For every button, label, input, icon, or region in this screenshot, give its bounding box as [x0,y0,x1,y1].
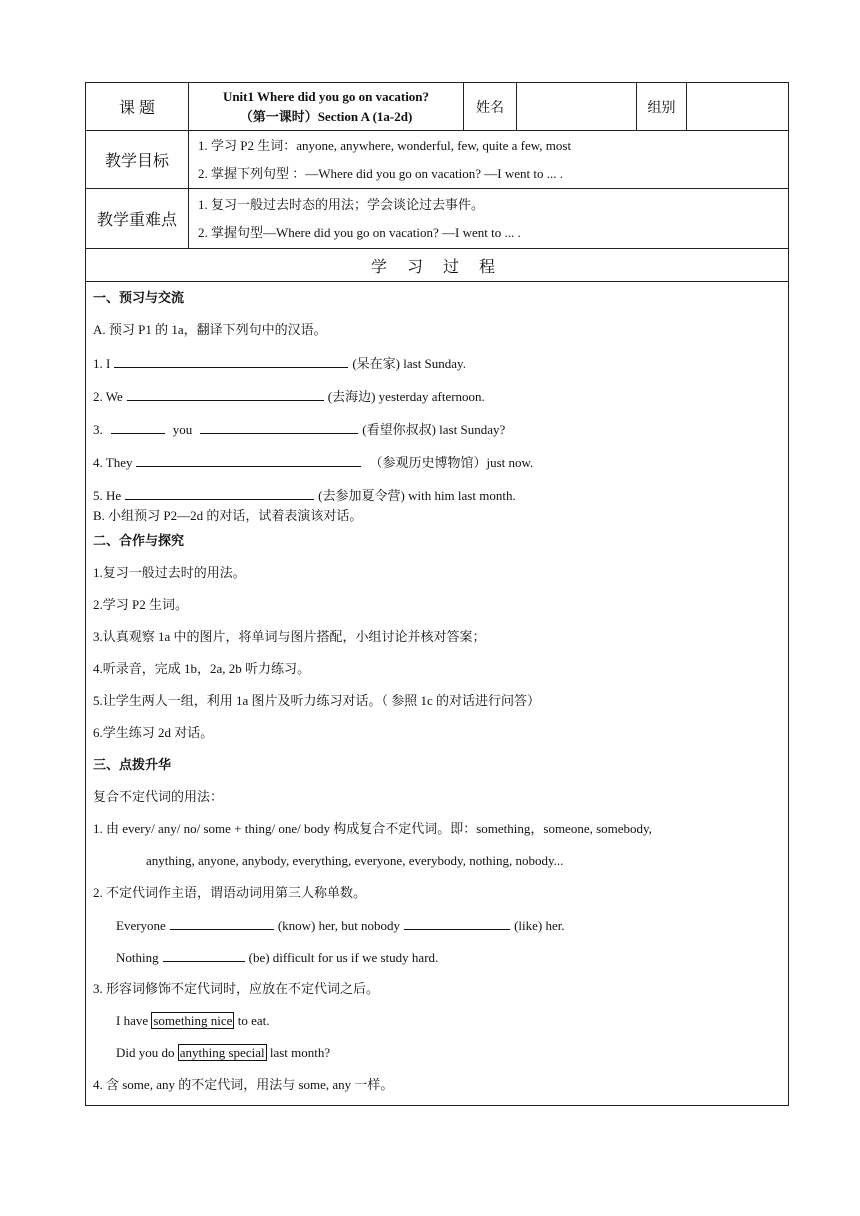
goals-label: 教学目标 [86,131,189,189]
lesson-title [189,83,464,131]
name-label: 姓名 [464,83,517,131]
answer-blank-q1[interactable] [114,355,348,368]
lesson-title-line2: （第一课时）Section A (1a-2d) [239,108,413,124]
exercise-q5: 5. He (去参加夏令营) with him last month. [93,488,516,503]
highlight-anything-special: anything special [179,1045,265,1060]
exercise-q4: 4. They （参观历史博物馆）just now. [93,455,534,470]
goals-content [189,131,789,189]
answer-blank-know[interactable] [170,917,274,930]
section2-item-4: 4.听录音，完成 1b，2a, 2b 听力练习。 [93,661,311,676]
section1-b-intro: B. 小组预习 P2—2d 的对话，试着表演该对话。 [93,508,363,523]
lesson-plan-sheet [85,82,788,1106]
group-field[interactable] [687,83,789,131]
highlight-something-nice: something nice [153,1013,233,1028]
section3-point3: 3. 形容词修饰不定代词时，应放在不定代词之后。 [93,981,380,996]
goal-line-1: 1. 学习 P2 生词：anyone, anywhere, wonderful, few, quite a few, most [198,137,572,153]
answer-blank-q2[interactable] [127,388,324,401]
process-body [86,282,789,1106]
lesson-plan-table [85,82,789,1106]
section3-point1-line1: 1. 由 every/ any/ no/ some + thing/ one/ body 构成复合不定代词。即：something，someone, somebody, [93,821,652,836]
key-point-line-1: 1. 复习一般过去时态的用法；学会谈论过去事件。 [198,196,485,212]
goal-line-2: 2. 掌握下列句型 ：—Where did you go on vacation? —I went to ... . [198,165,564,181]
section2-item-2: 2.学习 P2 生词。 [93,597,188,612]
topic-label: 课 题 [86,83,189,131]
section3-point2: 2. 不定代词作主语，谓语动词用第三人称单数。 [93,885,367,900]
section2-heading: 二、合作与探究 [93,533,185,548]
exercise-q3: 3. you (看望你叔叔) last Sunday? [93,422,506,437]
section3-point1-line2: anything, anyone, anybody, everything, everyone, everybody, nothing, nobody... [146,853,564,868]
section2-item-3: 3.认真观察 1a 中的图片，将单词与图片搭配，小组讨论并核对答案； [93,629,486,644]
process-title-row [86,249,789,282]
example-something-nice: I have something nice to eat. [116,1013,270,1028]
process-title: 学 习 过 程 [86,249,789,282]
section3-point4: 4. 含 some, any 的不定代词，用法与 some, any 一样。 [93,1077,394,1092]
exercise-q1: 1. I (呆在家) last Sunday. [93,356,466,371]
section3-intro: 复合不定代词的用法： [93,789,224,804]
answer-blank-q3b[interactable] [200,421,358,434]
section3-heading: 三、点拨升华 [93,757,172,772]
example-anything-special: Did you do anything special last month? [116,1045,331,1060]
section1-heading: 一、预习与交流 [93,290,185,305]
example-everyone: Everyone (know) her, but nobody (like) her. [116,918,565,933]
exercise-q2: 2. We (去海边) yesterday afternoon. [93,389,485,404]
key-points-label: 教学重难点 [86,189,189,249]
key-point-line-2: 2. 掌握句型—Where did you go on vacation? —I went to ... . [198,224,521,240]
example-nothing: Nothing (be) difficult for us if we study hard. [116,950,439,965]
section1-a-intro: A. 预习 P1 的 1a，翻译下列句中的汉语。 [93,322,327,337]
answer-blank-q4[interactable] [136,454,361,467]
section2-item-5: 5.让学生两人一组，利用 1a 图片及听力练习对话。（ 参照 1c 的对话进行问答） [93,693,541,708]
goals-row [86,131,789,189]
name-field[interactable] [517,83,637,131]
group-label: 组别 [637,83,687,131]
header-row [86,83,789,131]
process-body-row [86,282,789,1106]
lesson-title-line1: Unit1 Where did you go on vacation? [222,88,430,104]
answer-blank-q5[interactable] [125,487,314,500]
section2-item-6: 6.学生练习 2d 对话。 [93,725,214,740]
answer-blank-like[interactable] [404,917,510,930]
answer-blank-q3a[interactable] [111,421,165,434]
section2-item-1: 1.复习一般过去时的用法。 [93,565,246,580]
key-points-content [189,189,789,249]
answer-blank-be[interactable] [163,949,245,962]
key-points-row [86,189,789,249]
